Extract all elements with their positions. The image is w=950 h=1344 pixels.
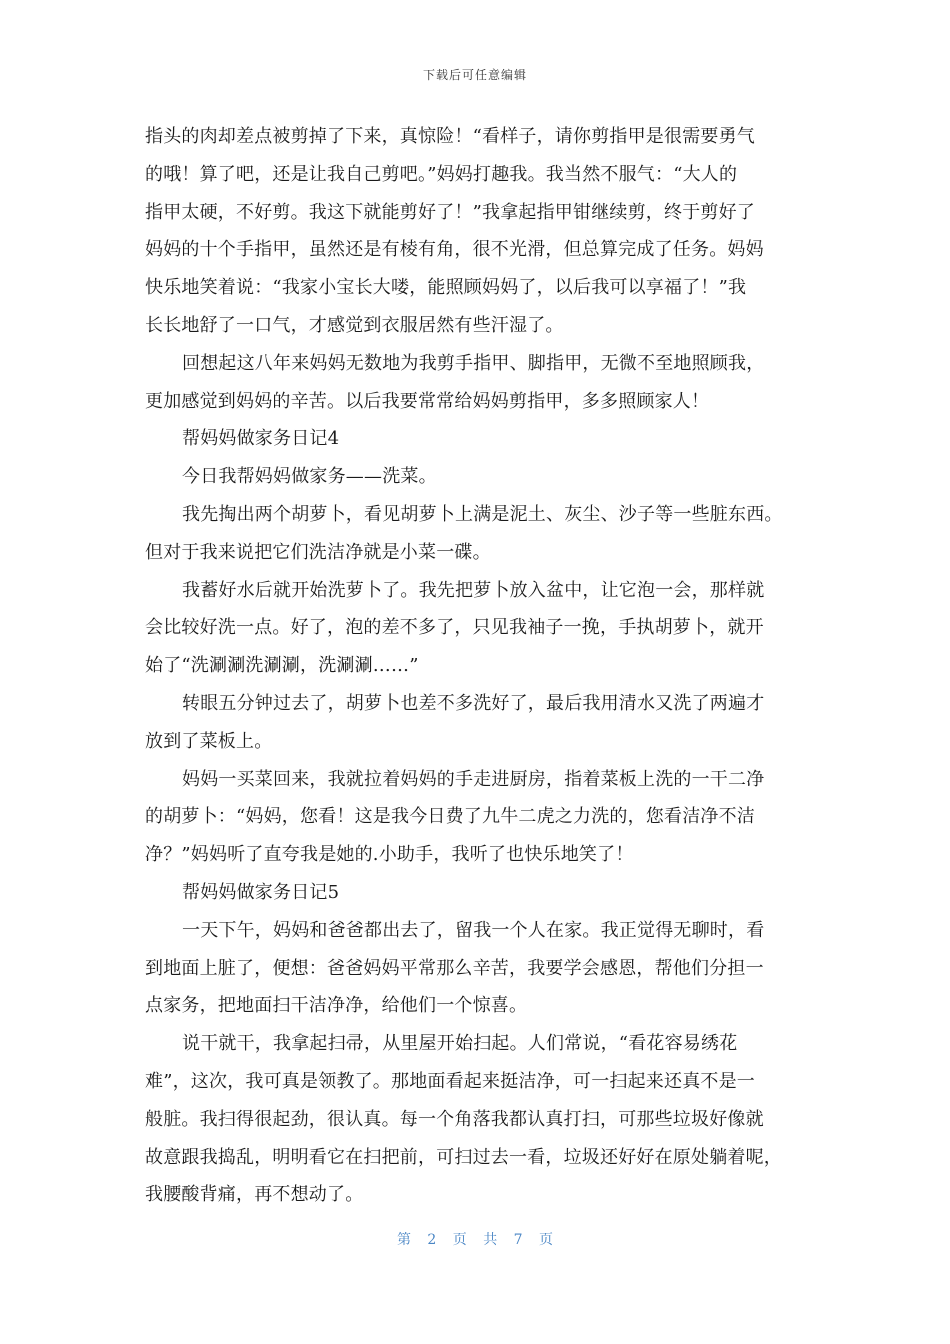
body-line: 会比较好洗一点。好了，泡的差不多了，只见我袖子一挽，手执胡萝卜，就开 <box>145 617 764 639</box>
body-line: 的胡萝卜：“妈妈，您看！这是我今日费了九牛二虎之力洗的，您看洁净不洁 <box>145 806 755 828</box>
body-line: 快乐地笑着说：“我家小宝长大喽，能照顾妈妈了，以后我可以享福了！”我 <box>145 277 747 299</box>
body-line: 我先掏出两个胡萝卜，看见胡萝卜上满是泥土、灰尘、沙子等一些脏东西。 <box>182 503 783 525</box>
body-line: 故意跟我捣乱，明明看它在扫把前，可扫过去一看，垃圾还好好在原处躺着呢， <box>145 1146 782 1168</box>
body-line: 长长地舒了一口气，才感觉到衣服居然有些汗湿了。 <box>145 314 564 336</box>
body-line: 更加感觉到妈妈的辛苦。以后我要常常给妈妈剪指甲，多多照顾家人！ <box>145 390 710 412</box>
body-line: 的哦！算了吧，还是让我自己剪吧。”妈妈打趣我。我当然不服气：“大人的 <box>145 163 738 185</box>
body-line: 到地面上脏了，便想：爸爸妈妈平常那么辛苦，我要学会感恩，帮他们分担一 <box>145 957 764 979</box>
section-heading: 帮妈妈做家务日记5 <box>182 881 340 903</box>
body-line: 放到了菜板上。 <box>145 730 273 752</box>
body-line: 我腰酸背痛，再不想动了。 <box>145 1184 364 1206</box>
body-line: 点家务，把地面扫干洁净净，给他们一个惊喜。 <box>145 995 528 1017</box>
body-line: 净？”妈妈听了直夸我是她的.小助手，我听了也快乐地笑了！ <box>145 844 634 866</box>
body-line: 指头的肉却差点被剪掉了下来，真惊险！“看样子，请你剪指甲是很需要勇气 <box>145 126 755 147</box>
body-line: 妈妈的十个手指甲，虽然还是有棱有角，很不光滑，但总算完成了任务。妈妈 <box>145 239 764 261</box>
body-line: 般脏。我扫得很起劲，很认真。每一个角落我都认真打扫，可那些垃圾好像就 <box>145 1108 764 1130</box>
body-line: 今日我帮妈妈做家务——洗菜。 <box>182 466 437 488</box>
page-number-footer: 第 2 页 共 7 页 <box>396 1232 554 1248</box>
body-line: 说干就干，我拿起扫帚，从里屋开始扫起。人们常说，“看花容易绣花 <box>182 1033 738 1055</box>
section-heading: 帮妈妈做家务日记4 <box>182 428 340 450</box>
body-line: 妈妈一买菜回来，我就拉着妈妈的手走进厨房，指着菜板上洗的一干二净 <box>182 768 765 790</box>
page-header: 下载后可任意编辑 <box>422 68 527 82</box>
body-line: 回想起这八年来妈妈无数地为我剪手指甲、脚指甲，无微不至地照顾我， <box>182 352 765 374</box>
document-body <box>145 118 810 1214</box>
body-line: 指甲太硬，不好剪。我这下就能剪好了！”我拿起指甲钳继续剪，终于剪好了 <box>145 201 755 223</box>
body-line: 转眼五分钟过去了，胡萝卜也差不多洗好了，最后我用清水又洗了两遍才 <box>182 692 765 714</box>
body-line: 我蓄好水后就开始洗萝卜了。我先把萝卜放入盆中，让它泡一会，那样就 <box>182 579 765 601</box>
body-line: 始了“洗涮涮洗涮涮，洗涮涮……” <box>145 655 419 677</box>
body-line: 难”，这次，我可真是领教了。那地面看起来挺洁净，可一扫起来还真不是一 <box>145 1070 755 1092</box>
body-line: 但对于我来说把它们洗洁净就是小菜一碟。 <box>145 541 491 563</box>
body-line: 一天下午，妈妈和爸爸都出去了，留我一个人在家。我正觉得无聊时，看 <box>182 919 765 941</box>
